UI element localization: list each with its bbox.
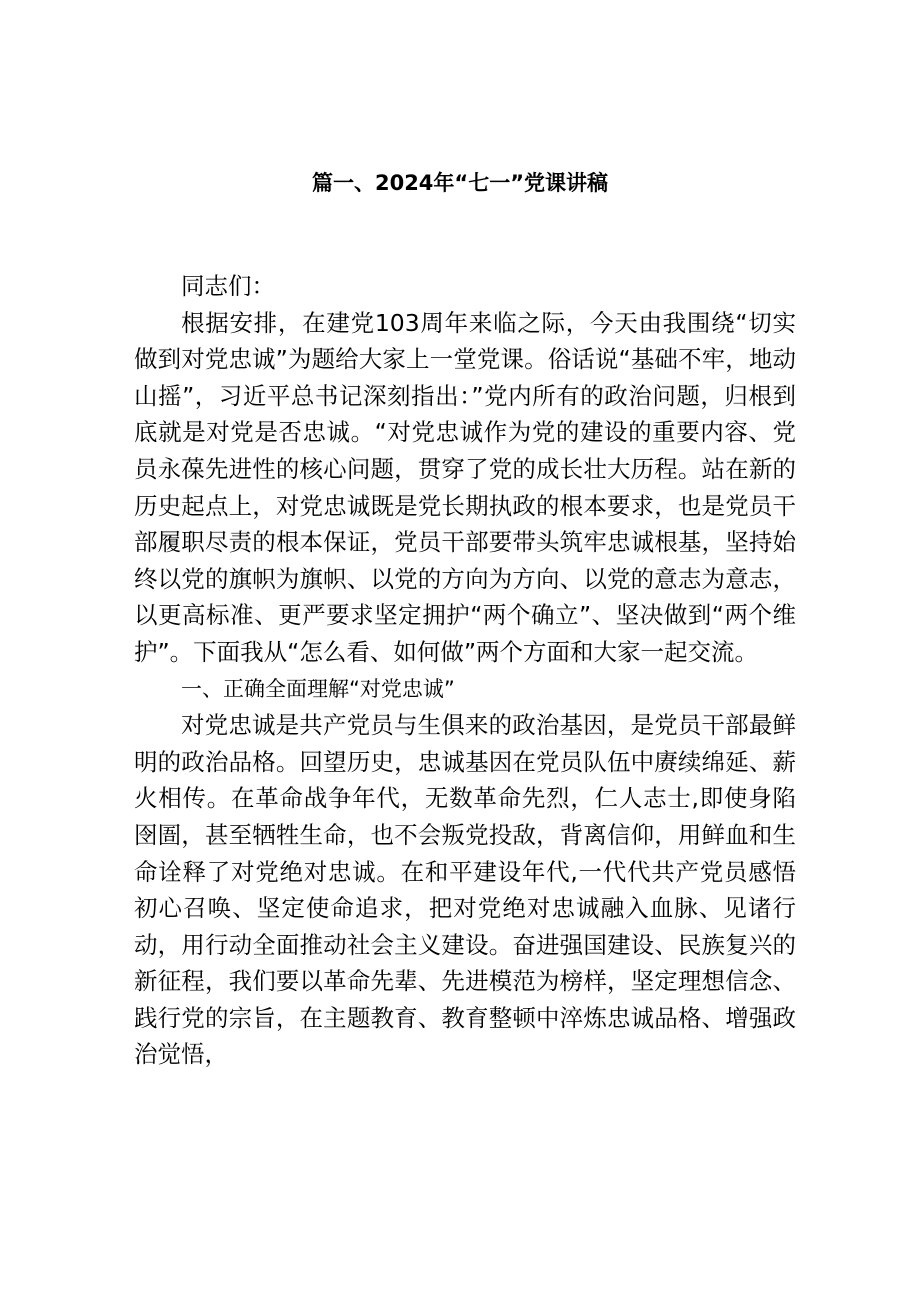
salutation-paragraph: 同志们： [181, 272, 275, 300]
intro-paragraph: 根据安排，在建党103周年来临之际，今天由我围绕“切实做到对党忠诚”为题给大家上一堂党课。俗话说“基础不牢，地动山摇”，习近平总书记深刻指出：”党内所有的政治问题，归根到底就是对党是否忠诚。“对党忠诚作为党的建设的重要内容、党员永葆先进性的核心问题，贯穿了党的成长壮大历程。站在新的历史起点上，对党忠诚既是党长期执政的根本要求，也是党员干部履职尽责的根本保证，党员干部要带头筑牢忠诚根基，坚持始终以党的旗帜为旗帜、以党的方向为方向、以党的意志为意志，以更高标准、更严要求坚定拥护“两个确立”、坚决做到“两个维护”。下面我从“怎么看、如何做”两个方面和大家一起交流。 [134, 308, 796, 666]
body-paragraph: 对党忠诚是共产党员与生俱来的政治基因，是党员干部最鲜明的政治品格。回望历史，忠诚基因在党员队伍中赓续绵延、薪火相传。在革命战争年代，无数革命先烈，仁人志士,即使身陷囹圄，甚至牺牲生命，也不会叛党投敌，背离信仰，用鲜血和生命诠释了对党绝对忠诚。在和平建设年代,一代代共产党员感悟初心召唤、坚定使命追求，把对党绝对忠诚融入血脉、见诸行动，用行动全面推动社会主义建设。奋进强国建设、民族复兴的新征程，我们要以革命先辈、先进模范为榜样，坚定理想信念、践行党的宗旨，在主题教育、教育整顿中淬炼忠诚品格、增强政治觉悟， [134, 711, 796, 1069]
document-body [134, 268, 796, 1073]
section-heading: 一、正确全面理解“对党忠诚” [181, 676, 455, 701]
document-title: 篇一、2024年“七一”党课讲稿 [311, 171, 609, 195]
